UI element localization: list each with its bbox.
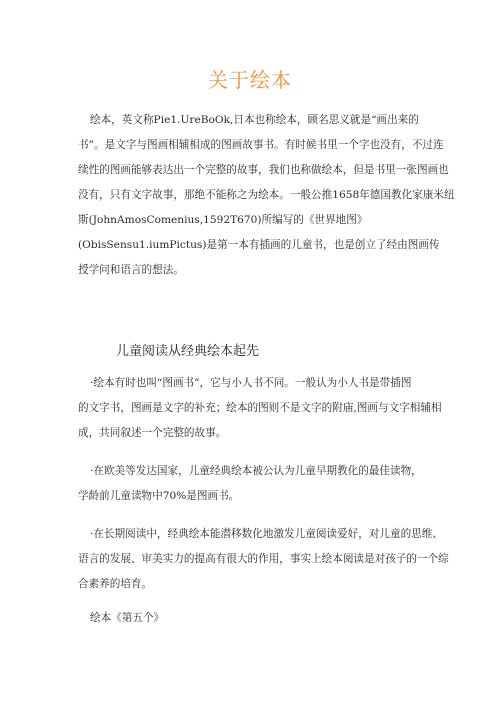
paragraph-western-countries bbox=[78, 459, 438, 509]
paragraph-line: ·绘本有时也叫“图画书”，它与小人书不同。一般认为小人书是带插图 bbox=[90, 377, 412, 389]
intro-line: 没有，只有文字故事，那绝不能称之为绘本。一般公推1658年德国教化家康米纽 bbox=[78, 189, 455, 201]
intro-line: 续性的图画能够表达出一个完整的故事，我们也称做绘本，但是书里一张图画也 bbox=[78, 164, 449, 176]
paragraph-line: 的文字书，图画是文字的补充；绘本的图则不是文字的附庙,图画与文字相辅相 bbox=[78, 402, 442, 414]
intro-line: (ObisSensu1.iumPictus)是第一本有插画的儿童书，也是创立了经由图画传 bbox=[78, 239, 440, 251]
paragraph-line: ·在长期阅读中，经典绘本能潜移数化地激发儿童阅读爱好，对儿童的思维、 bbox=[90, 528, 443, 540]
paragraph-line: 语言的发展、审美实力的提高有很大的作用，事实上绘本阅读是对孩子的一个综 bbox=[78, 553, 449, 565]
paragraph-line: 合素养的培育。 bbox=[78, 578, 153, 590]
intro-line: 斯(JohnAmosComenius,1592T670)所编写的《世界地图》 bbox=[78, 214, 368, 226]
intro-line: 授学问和语言的想法。 bbox=[78, 264, 184, 276]
paragraph-line: 学龄前儿童读物中70%是图画书。 bbox=[78, 490, 240, 502]
paragraph-long-term-reading bbox=[78, 522, 449, 597]
paragraph-line: ·在欧美等发达国家，儿童经典绘本被公认为儿童早期教化的最佳读物， bbox=[90, 465, 422, 477]
paragraph-line: 成，共同叙述一个完整的故事。 bbox=[78, 427, 227, 439]
intro-line: 书”。是文字与图画相辅相成的图画故事书。有时候书里一个字也没有，不过连 bbox=[78, 139, 444, 151]
book-caption: 绘本《第五个》 bbox=[90, 612, 165, 624]
page-title: 关于绘本 bbox=[208, 68, 292, 92]
section-heading: 儿童阅读从经典绘本起先 bbox=[116, 344, 260, 359]
intro-line: 绘本，英文称Pie1.UreBoOk,日本也称绘本，顾名思义就是“画出来的 bbox=[90, 114, 419, 126]
intro-paragraph bbox=[78, 108, 455, 283]
paragraph-picture-book-definition bbox=[78, 371, 442, 446]
